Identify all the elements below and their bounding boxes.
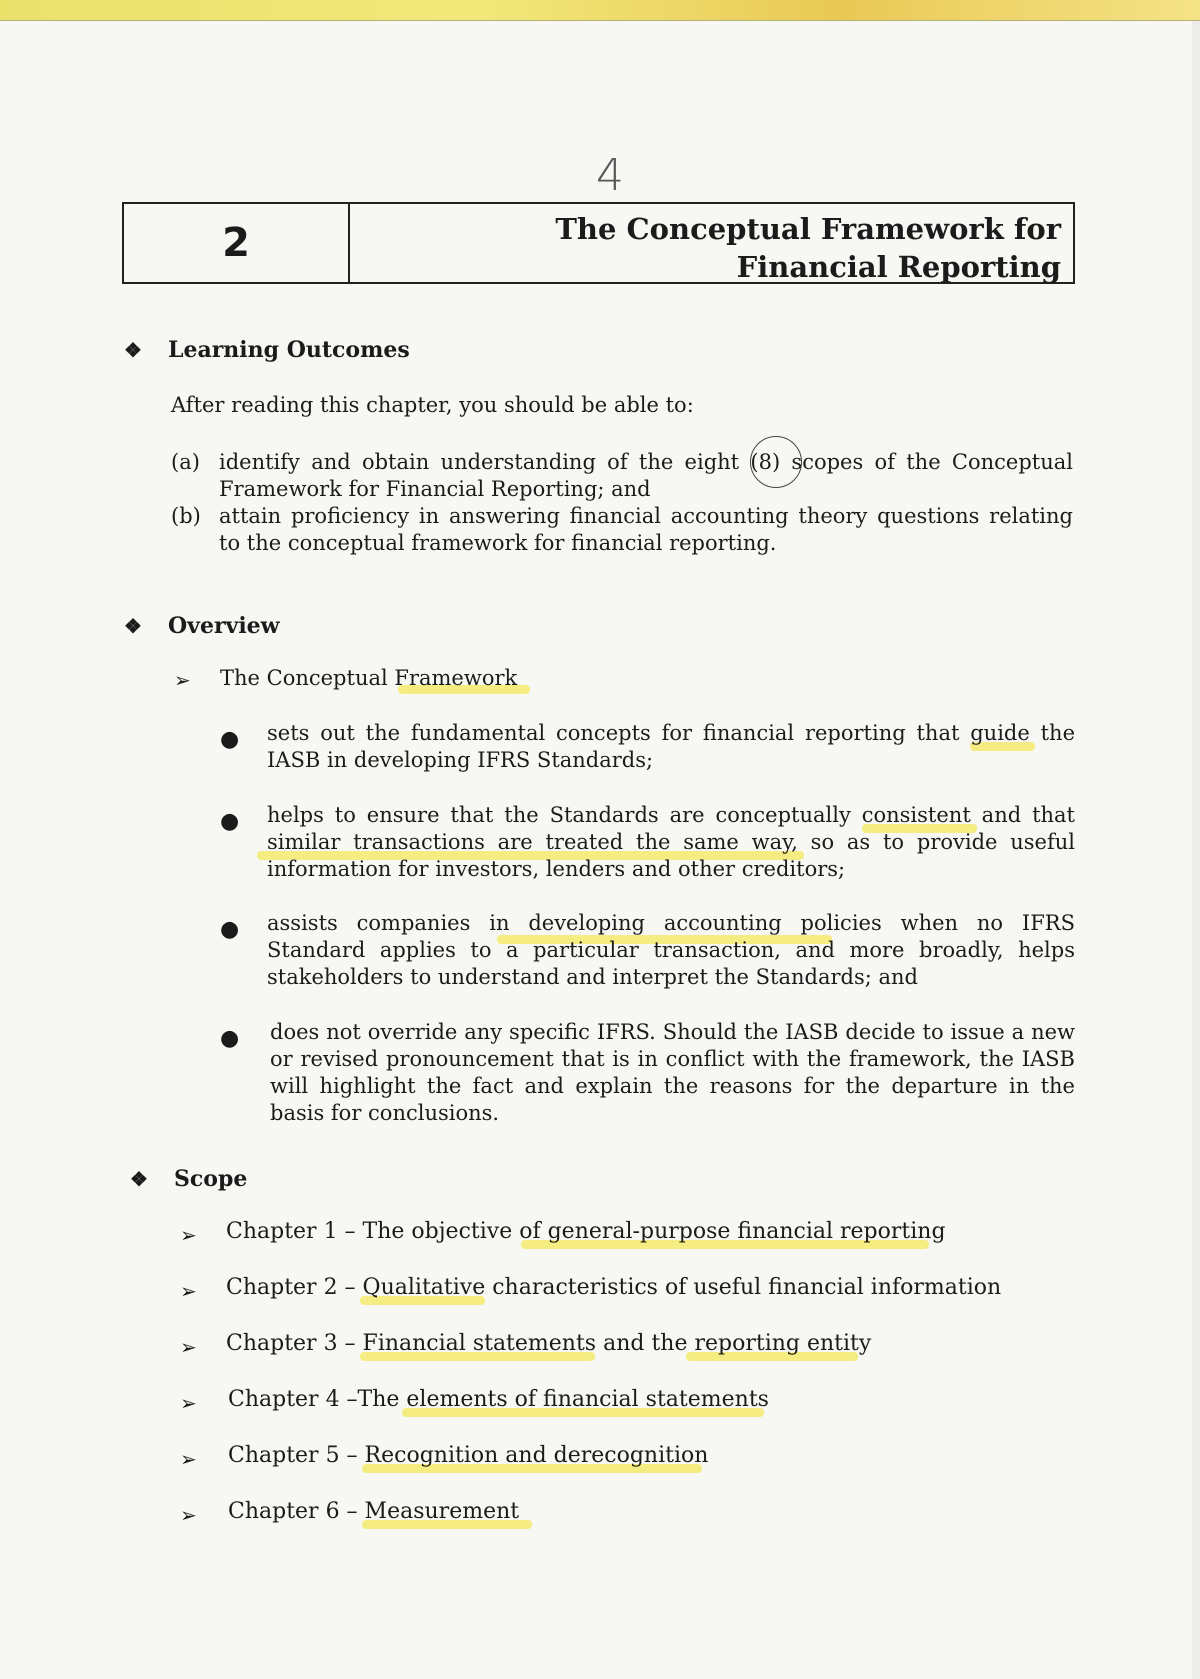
learning-outcomes-intro: After reading this chapter, you should be able to: bbox=[171, 393, 694, 417]
scope-chapter-2: Chapter 2 – Qualitative characteristics of useful financial information bbox=[226, 1275, 1002, 1300]
section-mark-icon: ❖ bbox=[124, 338, 142, 362]
overview-bullet-1: sets out the fundamental concepts for financial reporting that guide the IASB in developing IFRS Standards; bbox=[267, 721, 1075, 772]
bullet-icon: ● bbox=[220, 727, 240, 752]
arrow-icon: ➢ bbox=[174, 668, 191, 692]
handwritten-page-number: 4 bbox=[596, 150, 624, 201]
pen-circle-mark bbox=[750, 436, 802, 488]
bullet-icon: ● bbox=[220, 809, 240, 834]
chapter-title-line2: Financial Reporting bbox=[736, 250, 1061, 284]
outcome-item-b: (b) attain proficiency in answering financial accounting theory questions relating to the conceptual framework for financial reporting. bbox=[171, 504, 1073, 555]
bullet-icon: ● bbox=[220, 917, 240, 942]
chapter-title-line1: The Conceptual Framework for bbox=[555, 212, 1061, 246]
overview-bullet-4: does not override any specific IFRS. Should the IASB decide to issue a new or revised pronouncement that is in conflict with the framework, the IASB will highlight the fact and explain the reasons for the departure in the basis for conclusions. bbox=[270, 1020, 1075, 1125]
scope-chapter-4: Chapter 4 –The elements of financial statements bbox=[228, 1387, 769, 1412]
top-edge-strip bbox=[0, 0, 1200, 21]
bullet-icon: ● bbox=[220, 1026, 240, 1051]
overview-subheading: The Conceptual Framework bbox=[220, 666, 518, 690]
scope-chapter-5: Chapter 5 – Recognition and derecognition bbox=[228, 1443, 709, 1468]
arrow-icon: ➢ bbox=[180, 1447, 197, 1471]
overview-bullet-2: helps to ensure that the Standards are conceptually consistent and that similar transactions are treated the same way, so as to provide useful information for investors, lenders and other creditors; bbox=[267, 803, 1075, 881]
overview-bullet-3: assists companies in developing accounting policies when no IFRS Standard applies to a particular transaction, and more broadly, helps stakeholders to understand and interpret the Standards; and bbox=[267, 911, 1075, 989]
arrow-icon: ➢ bbox=[180, 1391, 197, 1415]
arrow-icon: ➢ bbox=[180, 1223, 197, 1247]
learning-outcomes-heading: ❖ Learning Outcomes bbox=[124, 337, 410, 363]
scope-chapter-1: Chapter 1 – The objective of general-purpose financial reporting bbox=[226, 1219, 946, 1244]
arrow-icon: ➢ bbox=[180, 1503, 197, 1527]
chapter-title bbox=[350, 204, 1073, 282]
scope-chapter-3: Chapter 3 – Financial statements and the reporting entity bbox=[226, 1331, 872, 1356]
overview-heading: ❖ Overview bbox=[124, 613, 280, 639]
scope-chapter-6: Chapter 6 – Measurement bbox=[228, 1499, 520, 1524]
arrow-icon: ➢ bbox=[180, 1335, 197, 1359]
section-mark-icon: ❖ bbox=[130, 1167, 148, 1191]
chapter-title-box bbox=[122, 202, 1075, 284]
outcome-item-a: (a) identify and obtain understanding of the eight (8) scopes of the Conceptual Framework for Financial Reporting; and bbox=[171, 450, 1073, 501]
section-mark-icon: ❖ bbox=[124, 614, 142, 638]
chapter-number: 2 bbox=[124, 204, 350, 282]
arrow-icon: ➢ bbox=[180, 1279, 197, 1303]
scope-heading: ❖ Scope bbox=[130, 1166, 248, 1192]
